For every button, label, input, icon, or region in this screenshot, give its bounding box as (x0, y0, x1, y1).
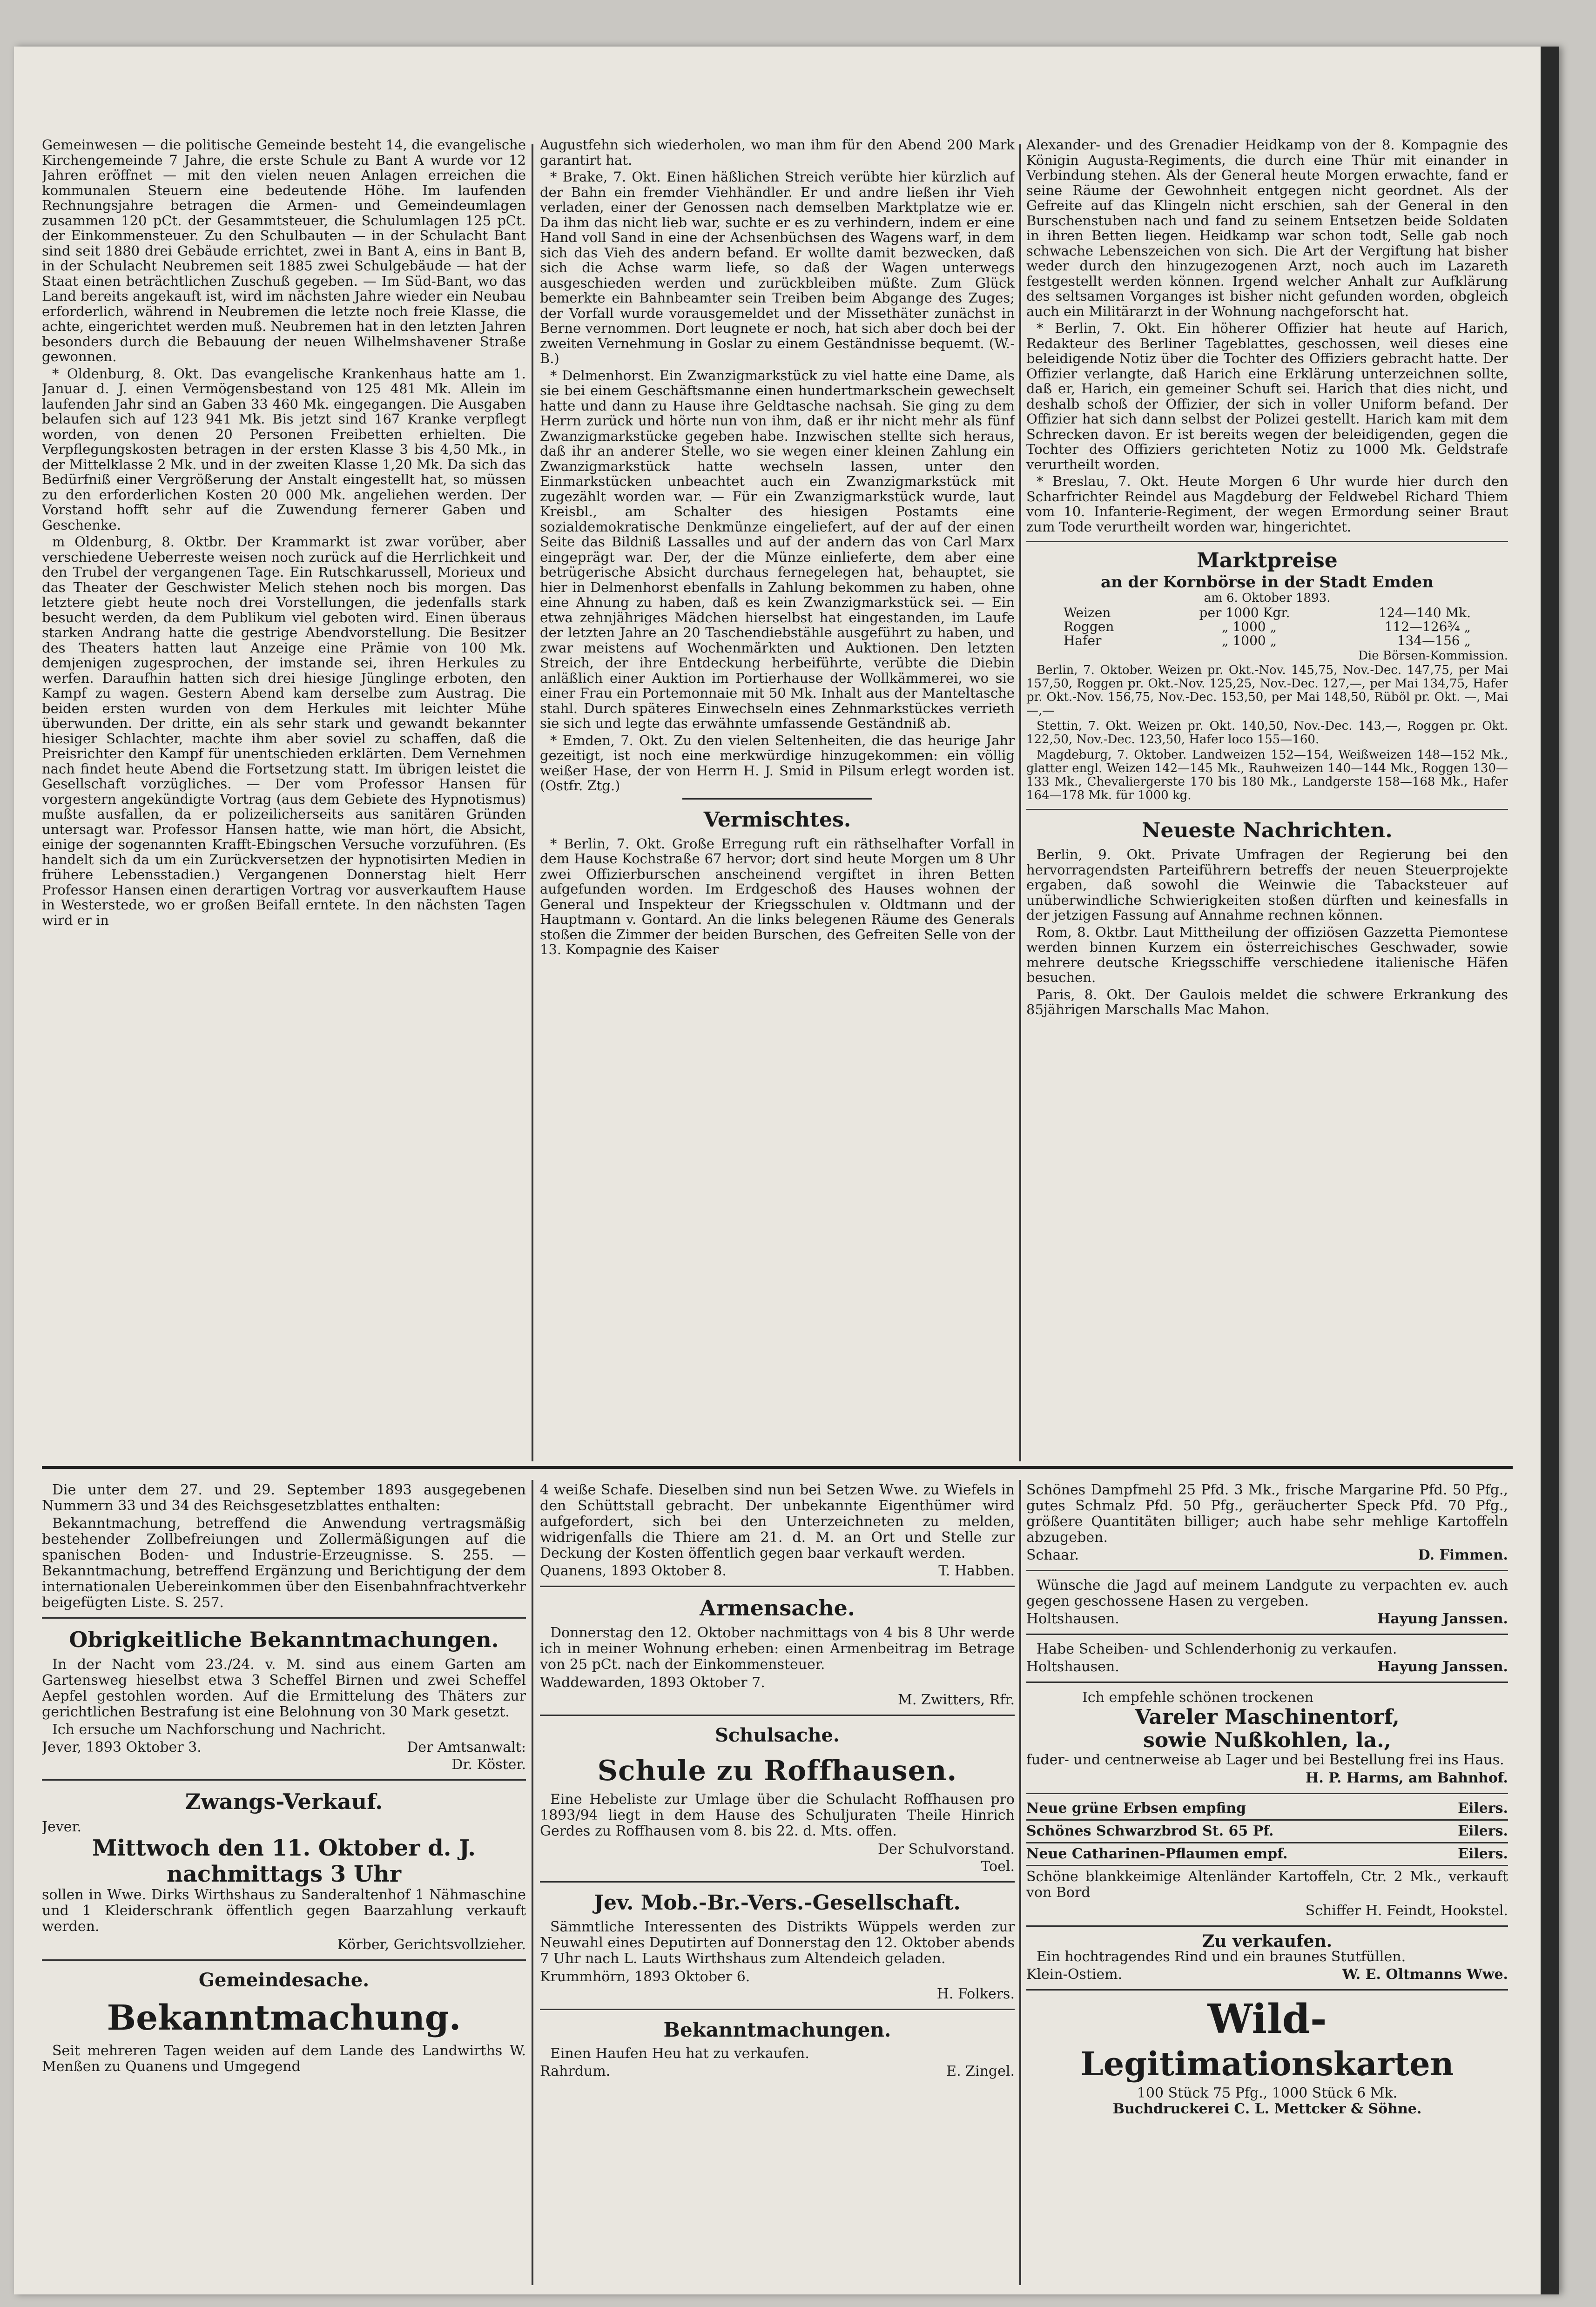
bekanntmachungen-text: Einen Haufen Heu hat zu verkaufen. (550, 2045, 809, 2062)
column-1 (42, 137, 526, 1461)
ad-wild-heading: Wild- (1207, 1996, 1327, 2043)
news-heading: Neueste Nachrichten. (1142, 819, 1393, 842)
ad-jagd-footer: Holtshausen. Hayung Janssen. (1026, 1611, 1508, 1627)
ad-schwarzbrod: Schönes Schwarzbrod St. 65 Pf. Eilers. (1026, 1823, 1508, 1839)
armensache-heading: Armensache. (700, 1595, 855, 1621)
market-table (1026, 606, 1508, 648)
ad-dampfmehl: Schönes Dampfmehl 25 Pfd. 3 Mk., frische Margarine Pfd. 50 Pfg., gutes Schmalz Pfd. 50 Pfg., geräucherter Speck Pfd. 70 Pfg., größere Quantitäten billiger; auch habe sehr mehlige Kartoffeln abzugeben. (1026, 1482, 1508, 1546)
divider (1026, 1793, 1508, 1794)
ad-kartoffeln: Schöne blankkeimige Altenländer Kartoffeln, Ctr. 2 Mk., verkauft von Bord (1026, 1869, 1508, 1901)
obrigkeitliche-text: In der Nacht vom 23./24. v. M. sind aus einem Garten am Gartensweg hieselbst etwa 3 Scheffel Birnen und zwei Scheffel Aepfel gestohlen worden. Auf die Ermittelung des Thäters zur gerichtlichen Bestrafung ist eine Belohnung von 30 Mark gesetzt. (42, 1656, 526, 1720)
zwangs-text: sollen in Wwe. Dirks Wirthshaus zu Sanderaltenhof 1 Nähmaschine und 1 Kleiderschrank öffentlich gegen Baarzahlung verkauft werden. (42, 1887, 526, 1935)
divider (540, 1881, 1015, 1883)
schulsache-heading: Schulsache. (715, 1724, 840, 1746)
ad-wild-prices: 100 Stück 75 Pfg., 1000 Stück 6 Mk. (1137, 2085, 1398, 2101)
ad-kartoffeln-signature: Schiffer H. Feindt, Hookstel. (1305, 1903, 1508, 1919)
armensache-place: Waddewarden, 1893 Oktober 7. (540, 1675, 765, 1691)
divider (540, 2009, 1015, 2010)
article-berlin-harich: * Berlin, 7. Okt. Ein höherer Offizier hat heute auf Harich, Redakteur des Berliner Tageblattes, geschossen, weil dieses eine beleidigende Notiz über die Tochter des Offiziers gebracht hatte. Der Offizier verlangte, daß Harich eine Erklärung unterzeichnen sollte, daß er, Harich, ein gemeiner Schuft sei. Harich that dies nicht, und deshalb schoß der Offizier, der sich in voller Uniform befand. Der Offizier hat sich dann selbst der Polizei gestellt. Harich kam mit dem Schrecken davon. Er ist bereits wegen der beleidigenden, gegen die Tochter des Offiziers gerichteten Notiz zu 1000 Mk. Geldstrafe verurtheilt worden. (1026, 320, 1508, 472)
market-row: Hafer „ 1000 „ 134—156 „ (1064, 633, 1471, 648)
schule-roffhausen-heading: Schule zu Roffhausen. (597, 1755, 957, 1787)
market-title: Marktpreise (1197, 549, 1338, 572)
bekanntmachung-text: Seit mehreren Tagen weiden auf dem Lande des Landwirths W. Menßen zu Quanens und Umgegend (42, 2043, 526, 2075)
article-delmenhorst: * Delmenhorst. Ein Zwanzigmarkstück zu viel hatte eine Dame, als sie bei einem Geschäftsmanne einen hundertmarkschein gewechselt hatte und dann zu Hause ihre Geldtasche nachsah. Sie ging zu dem Herrn zurück und hörte nun von ihm, daß er ihr nicht mehr als fünf Zwanzigmarkstücke gegeben habe. Inzwischen stellte sich heraus, daß ihr an anderer Stelle, wo sie wegen einer kleinen Zahlung ein Zwanzigmarkstück hatte wechseln lassen, unter den Einmarkstücken unbeachtet auch ein Zwanzigmarkstück mit zugezählt worden war. — Für ein Zwanzigmarkstück wurde, laut Kreisbl., am Schalter des hiesigen Postamts eine sozialdemokratische Denkmünze eingeliefert, auf der auf der einen Seite das Bildniß Lassalles und auf der andern das von Carl Marx eingeprägt war. Der, der die Münze einlieferte, dem aber eine betrügerische Absicht durchaus fernegelegen hat, behauptet, sie hier in Delmenhorst ebenfalls in Zahlung bekommen zu haben, ohne eine Ahnung zu haben, daß es kein Zwanzigmarkstück sei. — Ein etwa zehnjähriges Mädchen hierselbst hat eingestanden, im Laufe der letzten Jahre an 20 Taschendiebstähle ausgeführt zu haben, und zwar meistens auf Wochenmärkten und Auktionen. Den letzten Streich, der ihre Entdeckung herbeiführte, verübte die Diebin anläßlich einer Auktion im Portierhause der Wollkämmerei, wo sie einer Frau ein Portemonnaie mit 50 Mk. Inhalt aus der Manteltasche stahl. Durch späteres Einwechseln eines Zehnmarkstückes verrieth sie sich und legte das erwähnte umfassende Geständniß ab. (540, 367, 1015, 731)
bekanntmachungen-footer: Rahrdum. E. Zingel. (540, 2063, 1015, 2079)
ad-jagd: Wünsche die Jagd auf meinem Landgute zu verpachten ev. auch gegen geschossene Hasen zu vergeben. (1026, 1577, 1508, 1609)
versicherung-place: Krummhörn, 1893 Oktober 6. (540, 1969, 750, 1985)
ad-honig: Habe Scheiben- und Schlenderhonig zu verkaufen. (1037, 1641, 1397, 1657)
divider (1026, 1634, 1508, 1635)
lower-column-2 (540, 1482, 1015, 2287)
news-berlin: Berlin, 9. Okt. Private Umfragen der Regierung bei den hervorragendsten Parteiführern betreffs der neuen Steuerprojekte ergaben, daß sowohl die Weinwie die Tabacksteuer auf unüberwindliche Schwierigkeiten stoßen dürften und keinesfalls in der jetzigen Fassung auf Annahme rechnen können. (1026, 847, 1508, 923)
versicherung-text: Sämmtliche Interessenten des Distrikts Wüppels werden zur Neuwahl eines Deputirten auf Donnerstag den 12. Oktober abends 7 Uhr nach L. Lauts Wirthshaus zum Altendeich geladen. (540, 1919, 1015, 1967)
ad-nusskohlen-title: sowie Nußkohlen, la., (1143, 1729, 1391, 1752)
zwangs-signature: Körber, Gerichtsvollzieher. (337, 1937, 526, 1953)
market-subtitle: an der Kornbörse in der Stadt Emden (1100, 573, 1434, 592)
divider (42, 1617, 526, 1619)
divider (540, 1586, 1015, 1587)
divider (42, 1779, 526, 1781)
vermischtes-heading: Vermischtes. (703, 807, 851, 832)
ad-wild-printer: Buchdruckerei C. L. Mettcker & Söhne. (1112, 2101, 1422, 2117)
obrigkeitliche-request: Ich ersuche um Nachforschung und Nachricht. (52, 1722, 386, 1738)
schafe-text: 4 weiße Schafe. Dieselben sind nun bei Setzen Wwe. zu Wiefels in den Schüttstall gebracht. Der unbekannte Eigenthümer wird aufgefordert, sich bei den Unterzeichneten zu melden, widrigenfalls die Thiere am 21. d. M. an Ort und Stelle zur Deckung der Kosten öffentlich gegen baar verkauft werden. (540, 1482, 1015, 1561)
article-bant: Gemeinwesen — die politische Gemeinde besteht 14, die evangelische Kirchengemeinde 7 Jahre, die erste Schule zu Bant A wurde vor 12 Jahren eröffnet — mit den vielen neuen Anlagen erreichen die kommunalen Steuern eine bedeutende Höhe. Im laufenden Rechnungsjahre betragen die Armen- und Gemeindeumlagen zusammen 120 pCt. der Gesammtsteuer, die Schulumlagen 125 pCt. der Einkommensteuer. Zu den Schulbauten — in der Schulacht Bant sind seit 1880 drei Gebäude errichtet, zwei in Bant A, eins in Bant B, in der Schulacht Neubremen seit 1885 zwei Schulgebäude — hat der Staat einen beträchtlichen Zuschuß gegeben. — Im Süd-Bant, wo das Land bereits angekauft ist, wird im nächsten Jahre wieder ein Neubau erforderlich, während in Neubremen die letzte noch freie Klasse, die achte, eingerichtet werden muß. Neubremen hat in den letzten Jahren besonders durch die Bebauung der neuen Wilhelmshavener Straße gewonnen. (42, 137, 526, 364)
section-divider (42, 1466, 1513, 1469)
lower-column-1 (42, 1482, 526, 2287)
ad-zu-verkaufen-heading: Zu verkaufen. (1202, 1931, 1333, 1951)
column-3 (1026, 137, 1508, 1461)
obrigkeitliche-heading: Obrigkeitliche Bekanntmachungen. (69, 1627, 499, 1652)
ad-dampfmehl-footer: Schaar. D. Fimmen. (1026, 1547, 1508, 1563)
ad-torf-title: Vareler Maschinentorf, (1135, 1705, 1400, 1729)
divider (1026, 1865, 1508, 1866)
page-edge-shadow (1541, 47, 1559, 2294)
bekanntmachungen-heading: Bekanntmachungen. (663, 2018, 891, 2041)
zwangs-date: Mittwoch den 11. Oktober d. J. nachmittags 3 Uhr (92, 1835, 476, 1887)
obrigkeitliche-footer: Jever, 1893 Oktober 3. Der Amtsanwalt: (42, 1739, 526, 1755)
divider (540, 1715, 1015, 1716)
ad-torf-signature: H. P. Harms, am Bahnhof. (1306, 1770, 1508, 1786)
article-emden: * Emden, 7. Okt. Zu den vielen Seltenheiten, die das heurige Jahr gezeitigt, ist noch eine merkwürdige hinzugekommen: ein völlig weißer Hase, der von Herrn H. J. Smid in Pilsum erlegt worden ist. (Ostfr. Ztg.) (540, 732, 1015, 794)
column-divider (532, 1480, 533, 2285)
ad-rind-text: Ein hochtragendes Rind und ein braunes Stutfüllen. (1037, 1949, 1406, 1965)
market-row: Roggen „ 1000 „ 112—126¾ „ (1064, 619, 1471, 634)
market-report-berlin: Berlin, 7. Oktober. Weizen pr. Okt.-Nov. 145,75, Nov.-Dec. 147,75, per Mai 157,50, Roggen pr. Okt.-Nov. 125,25, Nov.-Dec. 127,—, per Mai 134,75, Hafer pr. Okt.-Nov. 156,75, Nov.-Dec. 153,50, per Mai 148,50, Rüböl pr. Okt. —, Mai —,— (1026, 663, 1508, 718)
ad-erbsen: Neue grüne Erbsen empfing Eilers. (1026, 1800, 1508, 1816)
divider (1026, 541, 1508, 542)
reichsgesetzblatt-text: Bekanntmachung, betreffend die Anwendung vertragsmäßig bestehender Zollbefreiungen und Zollermäßigungen auf die spanischen Boden- und Industrie-Erzeugnisse. S. 255. — Bekanntmachung, betreffend Ergänzung und Berichtigung der dem internationalen Uebereinkommen über den Eisenbahnfrachtverkehr beigefügten Liste. S. 257. (42, 1515, 526, 1611)
column-divider (1019, 144, 1021, 1461)
divider (1026, 1819, 1508, 1821)
article-oldenburg-krammarkt: m Oldenburg, 8. Oktbr. Der Krammarkt ist zwar vorüber, aber verschiedene Ueberreste weisen noch zurück auf die Herrlichkeit und den Trubel der vergangenen Tage. Ein Rutschkarussell, Morieux und das Theater der Geschwister Melich stehen noch bis morgen. Das letztere giebt heute noch drei Vorstellungen, die jedenfalls stark besucht werden, da dem Publikum viel geboten wird. Einen überaus starken Andrang hatte die gestrige Abendvorstellung. Die Besitzer des Theaters hatten laut Anzeige eine Prämie von 100 Mk. demjenigen zugesprochen, der imstande sei, ihren Herkules zu werfen. Daraufhin hatten sich drei hiesige Jünglinge erboten, den Kampf zu wagen. Gestern Abend kam derselbe zum Austrag. Die beiden ersten wurden von dem Herkules mit leichter Mühe überwunden. Der dritte, ein als sehr stark und gewandt bekannter hiesiger Schlachter, machte ihm aber soviel zu schaffen, daß die Preisrichter den Kampf für unentschieden erklärten. Dem Vernehmen nach findet heute Abend die Fortsetzung statt. Im übrigen leistet die Gesellschaft vorzügliches. — Der vom Professor Hansen für vorgestern angekündigte Vortrag (aus dem Gebiete des Hypnotismus) mußte ausfallen, da er polizeilicherseits aus sanitären Gründen untersagt war. Professor Hansen hatte, wie man hört, die Absicht, einige der sogenannten Krafft-Ebingschen Versuche vorzuführen. (Es handelt sich da um ein Zurückversetzen der hypnotisirten Medien in frühere Lebensstadien.) Vergangenen Donnerstag hielt Herr Professor Hansen einen derartigen Vortrag vor ausverkauftem Hause in Westerstede, wo er großen Beifall erntete. In den nächsten Tagen wird er in (42, 534, 526, 928)
reichsgesetzblatt-intro: Die unter dem 27. und 29. September 1893 ausgegebenen Nummern 33 und 34 des Reichsgesetzblattes enthalten: (42, 1482, 526, 1514)
market-signature: Die Börsen-Kommission. (1358, 649, 1508, 663)
divider (1026, 809, 1508, 810)
zwangs-place: Jever. (42, 1819, 82, 1835)
divider (1026, 1989, 1508, 1991)
market-report-magdeburg: Magdeburg, 7. Oktober. Landweizen 152—154, Weißweizen 148—152 Mk., glatter engl. Weizen 142—145 Mk., Rauhweizen 140—144 Mk., Roggen 130—133 Mk., Chevaliergerste 170 bis 180 Mk., Landgerste 158—168 Mk., Hafer 164—178 Mk. für 1000 kg. (1026, 748, 1508, 802)
news-paris: Paris, 8. Okt. Der Gaulois meldet die schwere Erkrankung des 85jährigen Marschalls Mac Mahon. (1026, 986, 1508, 1017)
versicherung-heading: Jev. Mob.-Br.-Vers.-Gesellschaft. (594, 1891, 961, 1915)
article-berlin-vergiftung: * Berlin, 7. Okt. Große Erregung ruft ein räthselhafter Vorfall in dem Hause Kochstraße 67 hervor; dort sind heute Morgen um 8 Uhr zwei Offizierburschen anscheinend vergiftet in ihren Betten aufgefunden worden. Im Erdgeschoß des Hauses wohnen der General und Inspekteur der Kriegsschulen v. Oldtmann und der Hauptmann v. Gontard. An die links belegenen Räume des Generals stoßen die Zimmer der beiden Burschen, des Gefreiten Selle von der 13. Kompagnie des Kaiser (540, 835, 1015, 957)
divider (42, 1959, 526, 1961)
market-row: Weizen per 1000 Kgr. 124—140 Mk. (1064, 605, 1471, 620)
armensache-signature: M. Zwitters, Rfr. (898, 1692, 1015, 1708)
versicherung-signature: H. Folkers. (936, 1986, 1015, 2002)
schulsache-office: Der Schulvorstand. (877, 1841, 1015, 1857)
divider (1026, 1570, 1508, 1571)
ad-torf-intro: Ich empfehle schönen trockenen (1082, 1689, 1314, 1706)
ad-legitimationskarten-heading: Legitimationskarten (1080, 2045, 1454, 2083)
lower-column-3 (1026, 1482, 1508, 2287)
gemeindesache-heading: Gemeindesache. (198, 1969, 370, 1991)
market-date: am 6. Oktober 1893. (1204, 591, 1331, 605)
zwangs-heading: Zwangs-Verkauf. (185, 1789, 383, 1814)
divider (682, 798, 872, 800)
article-oldenburg-krankenhaus: * Oldenburg, 8. Okt. Das evangelische Krankenhaus hatte am 1. Januar d. J. einen Vermögensbestand von 125 481 Mk. Allein im laufenden Jahr sind an Gaben 33 460 Mk. eingegangen. Die Ausgaben belaufen sich auf 123 941 Mk. Bis jetzt sind 167 Kranke verpflegt worden, von denen 20 Personen Freibetten erhielten. Die Verpflegungskosten betragen in der ersten Klasse 3 bis 4,50 Mk., in der Mittelklasse 2 Mk. und in der zweiten Klasse 1,20 Mk. Da sich das Bedürfniß einer Vergrößerung der Anstalt eingestellt hat, so müssen zu den erforderlichen Kosten 20 000 Mk. angeliehen werden. Der Vorstand hofft sehr auf die Zuwendung fernerer Gaben und Geschenke. (42, 365, 526, 533)
column-divider (1019, 1480, 1021, 2285)
column-2 (540, 137, 1015, 1461)
divider (1026, 1681, 1508, 1683)
news-rom: Rom, 8. Oktbr. Laut Mittheilung der offiziösen Gazzetta Piemontese werden binnen Kurzem ein österreichisches Geschwader, sowie mehrere deutsche Kriegsschiffe verschiedene italienische Häfen besuchen. (1026, 924, 1508, 985)
market-report-stettin: Stettin, 7. Okt. Weizen pr. Okt. 140,50, Nov.-Dec. 143,—, Roggen pr. Okt. 122,50, Nov.-Dec. 123,50, Hafer loco 155—160. (1026, 719, 1508, 747)
obrigkeitliche-signature: Dr. Köster. (451, 1756, 526, 1773)
divider (1026, 1842, 1508, 1843)
ad-torf-text: fuder- und centnerweise ab Lager und bei Bestellung frei ins Haus. (1026, 1752, 1504, 1768)
ad-pflaumen: Neue Catharinen-Pflaumen empf. Eilers. (1026, 1846, 1508, 1862)
article-breslau: * Breslau, 7. Okt. Heute Morgen 6 Uhr wurde hier durch den Scharfrichter Reindel aus Magdeburg der Feldwebel Richard Thiem vom 10. Infanterie-Regiment, der wegen Ermordung seiner Braut zum Tode verurtheilt worden war, hingerichtet. (1026, 473, 1508, 535)
armensache-text: Donnerstag den 12. Oktober nachmittags von 4 bis 8 Uhr werde ich in meiner Wohnung erheben: einen Armenbeitrag im Betrage von 25 pCt. nach der Einkommensteuer. (540, 1625, 1015, 1673)
article-berlin-cont: Alexander- und des Grenadier Heidkamp von der 8. Kompagnie des Königin Augusta-Regiments, die durch eine Thür mit einander in Verbindung stehen. Als der General heute Morgen erwachte, fand er seine Räume der Gewohnheit entgegen nicht geordnet. Als der Gefreite auf das Klingeln nicht erschien, sah der General in den Burschenstuben nach und fand zu seinem Entsetzen beide Soldaten in ihren Betten liegen. Heidkamp war schon todt, Selle gab noch schwache Lebenszeichen von sich. Die Art der Vergiftung hat bisher weder durch den hinzugezogenen Arzt, noch auch im Lazareth festgestellt werden können. Irgend welcher Anhalt zur Aufklärung des seltsamen Vorganges ist bisher nicht gefunden worden, obgleich auch ein Militärarzt in der Wohnung nachgeforscht hat. (1026, 137, 1508, 319)
column-divider (532, 144, 533, 1461)
divider (1026, 1925, 1508, 1927)
schulsache-signature: Toel. (981, 1858, 1015, 1875)
schafe-footer: Quanens, 1893 Oktober 8. T. Habben. (540, 1563, 1015, 1579)
ad-honig-footer: Holtshausen. Hayung Janssen. (1026, 1659, 1508, 1675)
newspaper-page (14, 47, 1559, 2294)
schulsache-text: Eine Hebeliste zur Umlage über die Schulacht Roffhausen pro 1893/94 liegt in dem Hause des Schuljuraten Theile Hinrich Gerdes zu Roffhausen vom 8. bis 22. d. Mts. offen. (540, 1791, 1015, 1839)
ad-rind-footer: Klein-Ostiem. W. E. Oltmanns Wwe. (1026, 1966, 1508, 1983)
article-brake: * Brake, 7. Okt. Einen häßlichen Streich verübte hier kürzlich auf der Bahn ein fremder Viehhändler. Er und andre ließen ihr Vieh verladen, einer der Genossen nach demselben Marktplatze wie er. Da ihm das nicht lieb war, suchte er es zu verhindern, indem er eine Hand voll Sand in eine der Achsenbüchsen des Wagens warf, in dem sich das Vieh des andern befand. Er wollte damit bezwecken, daß sich die Achse warm liefe, so daß der Wagen unterwegs ausgeschieden werden und zurückbleiben müßte. Zum Glück bemerkte ein Bahnbeamter sein Treiben beim Abgange des Zuges; der Vorfall wurde vorausgemeldet und der Missethäter zunächst in Berne vernommen. Dort leugnete er noch, hat sich aber doch bei der zweiten Vernehmung in Goslar zu einem Geständnisse bequemt. (W.-B.) (540, 169, 1015, 366)
article-augustfehn: Augustfehn sich wiederholen, wo man ihm für den Abend 200 Mark garantirt hat. (540, 137, 1015, 168)
bekanntmachung-heading: Bekanntmachung. (107, 1998, 461, 2038)
